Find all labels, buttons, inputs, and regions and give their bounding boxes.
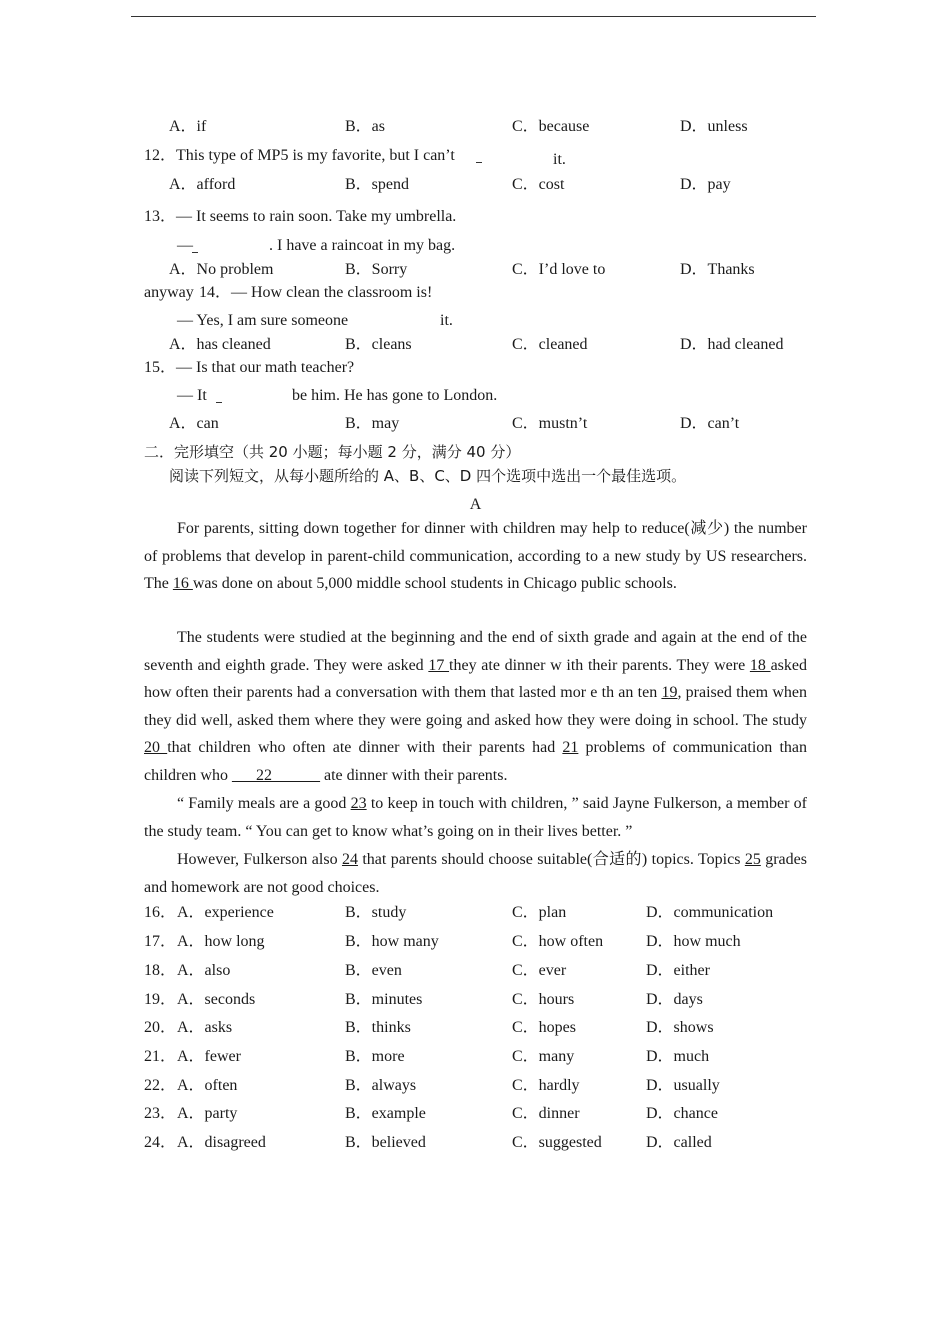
option-d: D．days bbox=[646, 991, 703, 1008]
option-c: C．because bbox=[512, 118, 590, 135]
blank-17: 17 bbox=[428, 656, 450, 674]
option-d-continuation: anyway bbox=[144, 284, 194, 301]
option-a: A．asks bbox=[177, 1019, 233, 1036]
option-d: D．unless bbox=[680, 118, 748, 135]
question-number: 20． bbox=[144, 1019, 177, 1036]
passage-label: A bbox=[469, 496, 482, 513]
option-b: B．how many bbox=[345, 933, 439, 950]
header-rule bbox=[131, 16, 816, 17]
option-c: C．mustn’t bbox=[512, 415, 588, 432]
option-b: B．spend bbox=[345, 176, 410, 193]
option-c: C．hours bbox=[512, 991, 575, 1008]
option-d: D．much bbox=[646, 1048, 710, 1065]
question-15-line-2-end: be him. He has gone to London. bbox=[292, 387, 498, 404]
option-b: B．minutes bbox=[345, 991, 423, 1008]
option-a: A．party bbox=[177, 1105, 238, 1122]
question-15-line-2: — It bbox=[177, 387, 207, 404]
option-c: C．how often bbox=[512, 933, 604, 950]
option-b: B．as bbox=[345, 118, 386, 135]
question-14-line-1: 14．— How clean the classroom is! bbox=[199, 284, 433, 301]
question-13-dash: — bbox=[177, 237, 193, 254]
option-b: B．more bbox=[345, 1048, 405, 1065]
option-d: D．usually bbox=[646, 1077, 720, 1094]
blank-16: 16 bbox=[172, 575, 193, 592]
option-d: D．pay bbox=[680, 176, 731, 193]
question-number: 24． bbox=[144, 1134, 177, 1151]
option-b: B．thinks bbox=[345, 1019, 411, 1036]
option-c: C．hardly bbox=[512, 1077, 580, 1094]
option-d: D．can’t bbox=[680, 415, 740, 432]
option-c: C．many bbox=[512, 1048, 575, 1065]
passage-paragraph-1: For parents, sitting down together for dinner with children may help to reduce(减少) the number of problems that develop in parent-child communication, according to a new study by US researchers. The 16 was done on about 5,000 middle school students in Chicago public schools. bbox=[144, 520, 807, 592]
option-b: B．Sorry bbox=[345, 261, 408, 278]
option-b: B．may bbox=[345, 415, 400, 432]
option-d: D．chance bbox=[646, 1105, 718, 1122]
question-number: 16． bbox=[144, 904, 177, 921]
option-c: C．cost bbox=[512, 176, 565, 193]
option-a: A．afford bbox=[169, 176, 236, 193]
answer-blank bbox=[476, 150, 482, 163]
option-a: A．how long bbox=[177, 933, 265, 950]
option-b: B．example bbox=[345, 1105, 426, 1122]
option-a: A．fewer bbox=[177, 1048, 241, 1065]
question-number: 22． bbox=[144, 1077, 177, 1094]
blank-23: 23 bbox=[350, 795, 367, 812]
question-number: 17． bbox=[144, 933, 177, 950]
option-a: A．seconds bbox=[177, 991, 256, 1008]
passage-paragraph-3: “ Family meals are a good 23 to keep in touch with children, ” said Jayne Fulkerson, a member of the study team. “ You can get to know what’s going on in their lives better. ” bbox=[144, 795, 807, 840]
option-d: D．how much bbox=[646, 933, 741, 950]
section-instruction: 阅读下列短文，从每小题所给的 A、B、C、D 四个选项中选出一个最佳选项。 bbox=[169, 467, 687, 485]
option-a: A．also bbox=[177, 962, 231, 979]
option-d: D．called bbox=[646, 1134, 712, 1151]
question-number: 23． bbox=[144, 1105, 177, 1122]
option-a: A．has cleaned bbox=[169, 336, 271, 353]
blank-20: 20 bbox=[144, 739, 168, 756]
option-b: B．always bbox=[345, 1077, 417, 1094]
option-c: C．dinner bbox=[512, 1105, 580, 1122]
blank-18: 18 bbox=[749, 656, 771, 674]
option-a: A．disagreed bbox=[177, 1134, 266, 1151]
blank-22: ___22______ bbox=[231, 766, 320, 784]
option-d: D．shows bbox=[646, 1019, 714, 1036]
option-c: C．hopes bbox=[512, 1019, 577, 1036]
option-b: B．cleans bbox=[345, 336, 412, 353]
option-a: A．experience bbox=[177, 904, 274, 921]
option-d: D．communication bbox=[646, 904, 774, 921]
question-12-stem-end: it. bbox=[553, 151, 566, 168]
answer-blank bbox=[192, 238, 198, 253]
blank-24: 24 bbox=[341, 851, 358, 868]
option-c: C．cleaned bbox=[512, 336, 588, 353]
question-13-line-1: 13．— It seems to rain soon. Take my umbrella. bbox=[144, 208, 457, 225]
passage-paragraph-4: However, Fulkerson also 24 that parents should choose suitable(合适的) topics. Topics 25 grades and homework are not good choices. bbox=[144, 851, 807, 896]
question-14-line-2: — Yes, I am sure someone bbox=[177, 312, 349, 329]
blank-25: 25 bbox=[744, 851, 761, 868]
option-c: C．suggested bbox=[512, 1134, 602, 1151]
option-b: B．believed bbox=[345, 1134, 426, 1151]
question-14-line-2-end: it. bbox=[440, 312, 453, 329]
question-13-line-2: . I have a raincoat in my bag. bbox=[269, 237, 456, 254]
blank-21: 21 bbox=[562, 739, 579, 756]
option-b: B．even bbox=[345, 962, 402, 979]
option-a: A．often bbox=[177, 1077, 238, 1094]
answer-blank bbox=[216, 388, 222, 403]
option-c: C．ever bbox=[512, 962, 567, 979]
option-d: D．Thanks bbox=[680, 261, 755, 278]
question-number: 19． bbox=[144, 991, 177, 1008]
blank-19: 19 bbox=[661, 684, 678, 701]
option-a: A．can bbox=[169, 415, 219, 432]
question-15-line-1: 15．— Is that our math teacher? bbox=[144, 359, 355, 376]
question-12-stem: 12．This type of MP5 is my favorite, but I can’t bbox=[144, 147, 455, 164]
option-d: D．had cleaned bbox=[680, 336, 784, 353]
question-number: 21． bbox=[144, 1048, 177, 1065]
option-b: B．study bbox=[345, 904, 407, 921]
option-c: C．plan bbox=[512, 904, 567, 921]
passage-paragraph-2: The students were studied at the beginning and the end of sixth grade and again at the end of the seventh and eighth grade. They were asked 17 they ate dinner w ith their parents. They were 18 asked how often their parents had a conversation with them that lasted mor e th an ten 19, praised them when they did well, asked them where they were going and asked how they were doing in school. The study 20 that children who often ate dinner with their parents had 21 problems of communication than children who ___22______ ate dinner with their parents. bbox=[144, 629, 808, 784]
option-d: D．either bbox=[646, 962, 710, 979]
option-a: A．if bbox=[169, 118, 207, 135]
option-a: A．No problem bbox=[169, 261, 274, 278]
option-c: C．I’d love to bbox=[512, 261, 606, 278]
section-title: 二．完形填空（共 20 小题；每小题 2 分，满分 40 分） bbox=[144, 443, 521, 461]
question-number: 18． bbox=[144, 962, 177, 979]
